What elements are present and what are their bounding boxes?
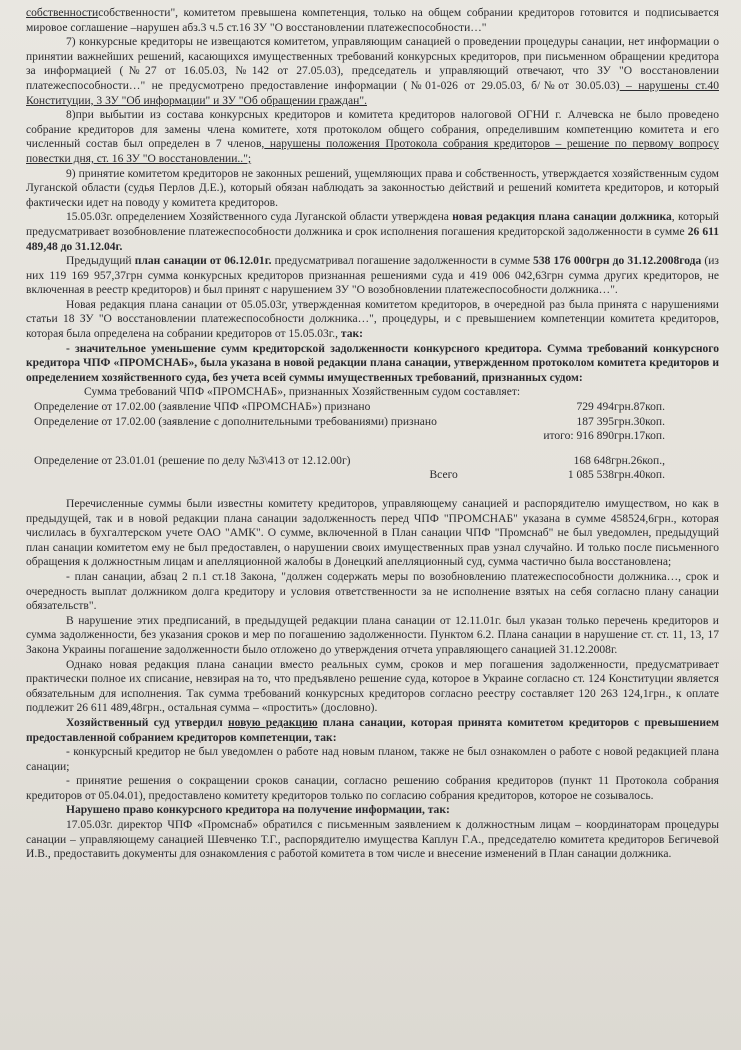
- claims-row-amount: 729 494грн.87коп.: [576, 401, 665, 414]
- paragraph-text: 15.05.03г. определением Хозяйственного суда Луганской области утверждена: [66, 211, 453, 224]
- claims-row: [30, 415, 719, 430]
- claims-subtotal-row: [30, 429, 719, 444]
- paragraph-write-off: Однако новая редакция плана санации вместо реальных сумм, сроков и мер погашения задолженности, предусматривает практически полное их списание, невзирая на то, что предъявлено решение суда, которое в Украине согласно ст. 124 Конституции является обязательным для исполнения. Так сумма требований конкурсных кредиторов согласно реестру составляет 120 263 124,1грн., к оплате подлежит 26 611 489,48грн., остальная сумма – «простить» (дословно).: [26, 658, 719, 715]
- underlined-violation: нарушены положения Протокола собрания кредиторов – решение по первому вопросу повестки дня, ст. 16 ЗУ "О восстановлении..";: [26, 138, 719, 165]
- paragraph-text: , который предусматривает возобновление платежеспособности должника и срок исполнения погашения кредиторской задолженности в сумме: [26, 211, 719, 238]
- paragraph-text: собственности", комитетом превышена компетенция, только на общем собрании кредиторов готовится и подписывается мировое соглашение –нарушен абз.3 ч.5 ст.16 ЗУ "О восстановлении платежеспособности…": [26, 7, 719, 34]
- claims-table-intro: Сумма требований ЧПФ «ПРОМСНАБ», признанных Хозяйственным судом составляет:: [84, 386, 521, 399]
- paragraph-item-7: [26, 35, 719, 108]
- claims-row-amount: 168 648грн.26коп.,: [573, 454, 665, 467]
- paragraph-continuation: [26, 6, 719, 35]
- paragraph-court-approved: [26, 716, 719, 745]
- underlined-word: собственности: [26, 7, 99, 19]
- bold-phrase: новая редакция плана санации должника: [452, 211, 672, 224]
- paragraph-text: 8)при выбытии из состава конкурсных кредиторов и комитета кредиторов налоговой ОГНИ г. Алчевска не было проведено собрание кредиторов для замены члена комитете, хотя протоколом общего собрания, определившим компетенцию комитета и его численный состав был определен в 7 членов,: [26, 109, 719, 151]
- bold-phrase: план санации от 06.12.01г.: [134, 255, 272, 268]
- paragraph-text: Новая редакция плана санации от 05.05.03г, утвержденная комитетом кредиторов, в очередной раз была принята с нарушениями статьи 18 ЗУ "О восстановлении платежеспособности должника…", процедуры, и с превышением компетенции комитета кредиторов, которая была определена на собрании кредиторов от 15.05.03г.,: [26, 298, 719, 341]
- paragraph-text: Предыдущий: [66, 255, 135, 268]
- paragraph-text: предусматривал погашение задолженности в сумме: [271, 255, 534, 268]
- claims-row: [30, 454, 719, 469]
- paragraph-plan-requirements: - план санации, абзац 2 п.1 ст.18 Закона, "должен содержать меры по возобновлению платежеспособности должника…, срок и очередность выплат должником долга кредитору и условия ответственности за не исполнение взятых на себя согласно плану санации обязательств".: [26, 570, 719, 613]
- underlined-phrase: новую редакцию: [227, 716, 318, 729]
- claims-row: [30, 400, 719, 415]
- claims-row-amount: 187 395грн.30коп.: [576, 415, 665, 428]
- paragraph-new-plan: [26, 210, 719, 254]
- underlined-violation: – нарушены ст.40 Конституции, 3 ЗУ "Об информации" и ЗУ "Об обращении граждан".: [26, 79, 719, 107]
- paragraph-item-8: [26, 108, 719, 166]
- claims-row-label: Определение от 17.02.00 (заявление ЧПФ «ПРОМСНАБ») признано: [34, 401, 371, 414]
- paragraph-term-reduction: - принятие решения о сокращении сроков санации, согласно решению собрания кредиторов (пункт 11 Протокола собрания кредиторов от 05.04.01), предоставлено комитету кредиторов только по согласию собрания кредиторов, которое не созывалось.: [26, 775, 719, 802]
- paragraph-previous-violations: В нарушение этих предписаний, в предыдущей редакции плана санации от 12.11.01г. был указан только перечень кредиторов и сумма задолженности, без указания сроков и мер по погашению задолженности. Пунктом 6.2. Плана санации в нарушение ст. ст. 11, 13, 17 Закона Украины погашение задолженности было отложено до утверждения отчета управляющего санацией 31.12.2008г.: [26, 614, 719, 656]
- claims-subtotal: итого: 916 890грн.17коп.: [543, 430, 665, 443]
- bold-amount: 26 611 489,48 до 31.12.04г.: [26, 225, 720, 253]
- paragraph-info-right: Нарушено право конкурсного кредитора на получение информации, так:: [66, 804, 450, 817]
- bold-text: плана санации, которая принята комитетом кредиторов с превышением предоставленной собранием кредиторов компетенции, так:: [26, 716, 720, 744]
- paragraph-violations-intro: [26, 298, 719, 342]
- paragraph-reduction: - значительное уменьшение сумм кредиторской задолженности конкурсного кредитора. Сумма требований конкурсного кредитора ЧПФ «ПРОМСНАБ», была указана в новой редакции плана санации, утвержденном протоколом комитета кредиторов и определением хозяйственного суда, без учета всей суммы имущественных требований, признанных судом:: [26, 342, 719, 384]
- paragraph-previous-plan: [26, 254, 719, 298]
- claims-total-amount: 1 085 538грн.40коп.: [567, 469, 665, 482]
- claims-row-label: Определение от 23.01.01 (решение по делу №3\413 от 12.12.00г): [34, 454, 351, 467]
- paragraph-item-9: 9) принятие комитетом кредиторов не законных решений, ущемляющих права и собственность, утверждается хозяйственным судом Луганской области (судья Перлов Д.Е.), который обязан наблюдать за законностью действий и решений комитета кредиторов, и который фактически идет на поводу у комитета кредиторов.: [26, 167, 719, 209]
- paragraph-request: 17.05.03г. директор ЧПФ «Промснаб» обратился с письменным заявлением к должностным лицам – координаторам процедуры санации – управляющему санацией Шевченко Т.Г., распорядителю имущества Каплун Г.А., председателю комитета кредиторов Бегичевой И.В., предоставить документы для ознакомления с работой комитета в том числе и внесение изменений в План санации должника.: [26, 819, 719, 861]
- bold-text: Хозяйственный суд утвердил: [66, 716, 228, 729]
- bold-phrase: так:: [340, 328, 363, 341]
- claims-total-row: [30, 468, 719, 483]
- claims-table: [30, 385, 719, 483]
- paragraph-amounts-known: Перечисленные суммы были известны комитету кредиторов, управляющему санацией и распорядителю имуществом, но как в предыдущей, так и в новой редакции плана санации задолженность перед ЧПФ "ПРОМСНАБ" указана в сумме 458524,6грн., которая числилась в бухгалтерском учете ОАО "АМК". О сумме, включенной в План санации ЧПФ "Промснаб" не был уведомлен, предыдущий план санации комитетом ему не был предоставлен, о нарушении своих имущественных прав узнал случайно. И только после письменного обращения к должностным лицам и апелляционной жалобы в Донецкий апелляционный суд, сумма частично была восстановлена;: [26, 498, 719, 569]
- paragraph-text: (из них 119 169 957,37грн сумма конкурсных кредиторов признанная решениями суда и 419 006 042,63грн сумма других кредиторов, не включенная в реестр кредиторов) и был принят с нарушением ЗУ "О возобновлении платежеспособности должника…".: [26, 255, 719, 297]
- claims-total-label: Всего: [429, 469, 458, 482]
- bold-amount: 538 176 000грн до 31.12.2008года: [533, 255, 702, 268]
- paragraph-not-notified: - конкурсный кредитор не был уведомлен о работе над новым планом, также не был ознакомлен о работе с новой редакцией плана санации;: [26, 746, 719, 773]
- paragraph-text: 7) конкурсные кредиторы не извещаются комитетом, управляющим санацией о проведении процедуры санации, нет информации о принятии важнейших решений, касающихся имущественных требований конкурсных кредиторов, при письменном обращении кредитора за информацией (№27 от 16.05.03, №142 от 27.05.03), председатель и управляющий отвечают, что ЗУ "О восстановлении платежеспособности…" не предусмотрено предоставление информации (№01-026 от 29.05.03, б/№от 30.05.03): [26, 36, 719, 92]
- claims-row-label: Определение от 17.02.00 (заявление с дополнительными требованиями) признано: [34, 415, 437, 428]
